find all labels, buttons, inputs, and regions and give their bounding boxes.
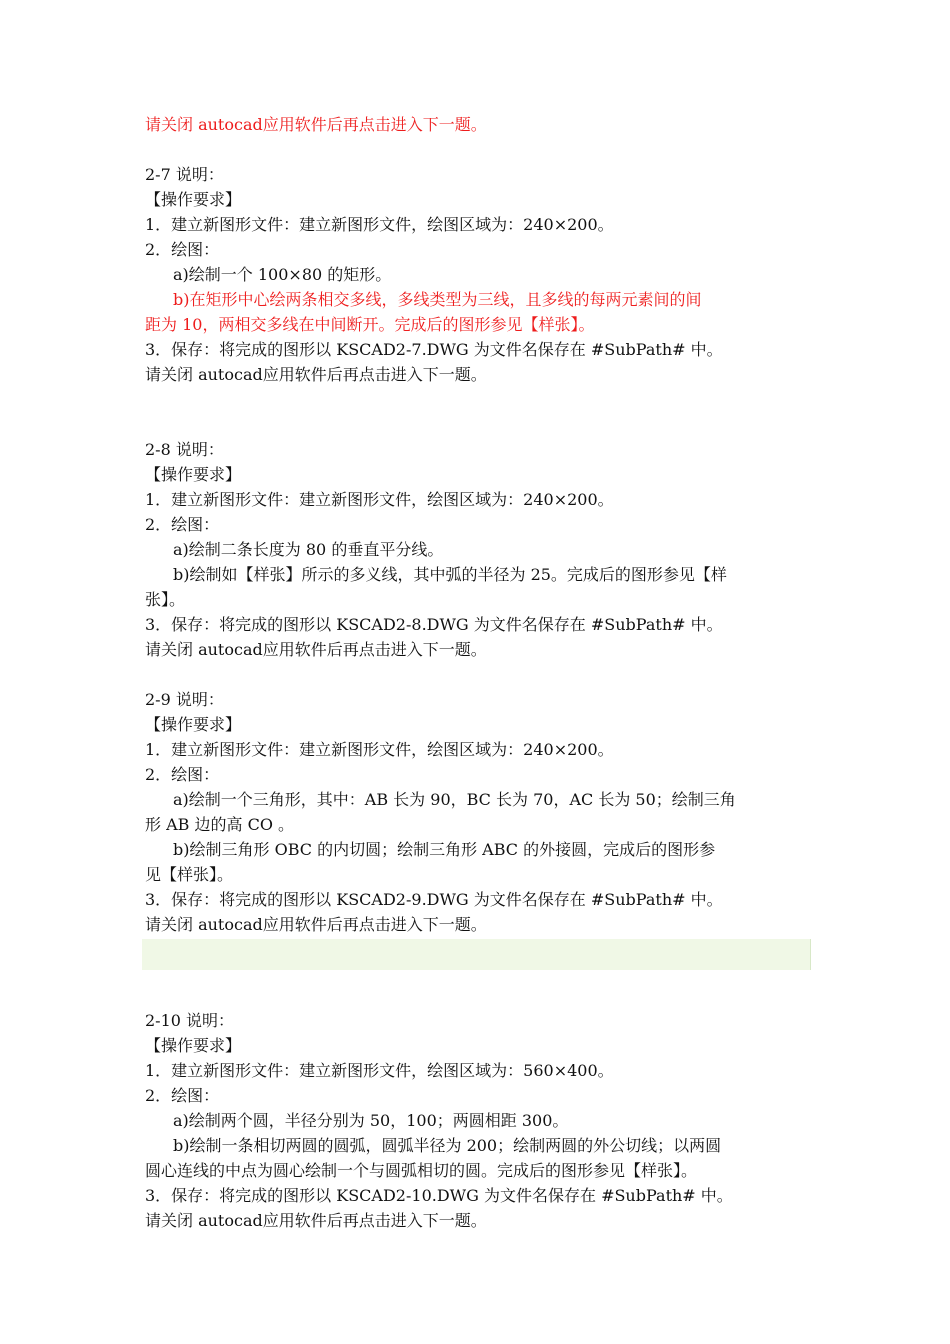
close-notice: 请关闭 autocad应用软件后再点击进入下一题。 xyxy=(145,1211,487,1230)
step-2b-line2: 距为 10，两相交多线在中间断开。完成后的图形参见【样张】。 xyxy=(145,315,595,334)
step-2: 2．绘图： xyxy=(145,515,220,534)
step-2b-line2: 圆心连线的中点为圆心绘制一个与圆弧相切的圆。完成后的图形参见【样张】。 xyxy=(145,1161,698,1180)
close-notice: 请关闭 autocad应用软件后再点击进入下一题。 xyxy=(145,640,487,659)
requirements-heading: 【操作要求】 xyxy=(145,1036,242,1055)
top-notice: 请关闭 autocad应用软件后再点击进入下一题。 xyxy=(145,115,487,134)
step-2a-line1: a)绘制一个三角形，其中：AB 长为 90，BC 长为 70，AC 长为 50；绘制三角 xyxy=(173,790,736,809)
step-2b-line1: b)绘制一条相切两圆的圆弧，圆弧半径为 200；绘制两圆的外公切线；以两圆 xyxy=(173,1136,722,1155)
step-2a: a)绘制两个圆，半径分别为 50，100；两圆相距 300。 xyxy=(173,1111,569,1130)
step-1: 1．建立新图形文件：建立新图形文件，绘图区域为：240×200。 xyxy=(145,490,614,509)
step-3: 3．保存：将完成的图形以 KSCAD2-7.DWG 为文件名保存在 #SubPath# 中。 xyxy=(145,340,723,359)
section-2-10 xyxy=(145,1008,810,1233)
requirements-heading: 【操作要求】 xyxy=(145,190,242,209)
section-title: 2-8 说明： xyxy=(145,440,224,459)
step-2b-line1: b)在矩形中心绘两条相交多线，多线类型为三线，且多线的每两元素间的间 xyxy=(173,290,702,309)
section-title: 2-10 说明： xyxy=(145,1011,235,1030)
requirements-heading: 【操作要求】 xyxy=(145,715,242,734)
step-2b-line2: 张】。 xyxy=(145,590,186,609)
highlight-band xyxy=(142,939,811,970)
step-1: 1．建立新图形文件：建立新图形文件，绘图区域为：560×400。 xyxy=(145,1061,614,1080)
step-1: 1．建立新图形文件：建立新图形文件，绘图区域为：240×200。 xyxy=(145,740,614,759)
step-2b-line1: b)绘制三角形 OBC 的内切圆；绘制三角形 ABC 的外接圆，完成后的图形参 xyxy=(173,840,716,859)
step-2b-line2: 见【样张】。 xyxy=(145,865,234,884)
step-2: 2．绘图： xyxy=(145,765,220,784)
section-2-8 xyxy=(145,437,810,662)
section-title: 2-7 说明： xyxy=(145,165,224,184)
step-2a-line2: 形 AB 边的高 CO 。 xyxy=(145,815,295,834)
close-notice: 请关闭 autocad应用软件后再点击进入下一题。 xyxy=(145,365,487,384)
section-title: 2-9 说明： xyxy=(145,690,224,709)
step-2: 2．绘图： xyxy=(145,240,220,259)
section-2-9 xyxy=(145,687,810,937)
step-1: 1．建立新图形文件：建立新图形文件，绘图区域为：240×200。 xyxy=(145,215,614,234)
step-2b-line1: b)绘制如【样张】所示的多义线，其中弧的半径为 25。完成后的图形参见【样 xyxy=(173,565,727,584)
section-2-7 xyxy=(145,162,810,387)
step-2: 2．绘图： xyxy=(145,1086,220,1105)
step-3: 3．保存：将完成的图形以 KSCAD2-8.DWG 为文件名保存在 #SubPath# 中。 xyxy=(145,615,723,634)
step-3: 3．保存：将完成的图形以 KSCAD2-10.DWG 为文件名保存在 #SubPath# 中。 xyxy=(145,1186,733,1205)
step-2a: a)绘制二条长度为 80 的垂直平分线。 xyxy=(173,540,444,559)
close-notice: 请关闭 autocad应用软件后再点击进入下一题。 xyxy=(145,915,487,934)
step-2a: a)绘制一个 100×80 的矩形。 xyxy=(173,265,392,284)
requirements-heading: 【操作要求】 xyxy=(145,465,242,484)
document-page xyxy=(145,112,810,1233)
step-3: 3．保存：将完成的图形以 KSCAD2-9.DWG 为文件名保存在 #SubPath# 中。 xyxy=(145,890,723,909)
